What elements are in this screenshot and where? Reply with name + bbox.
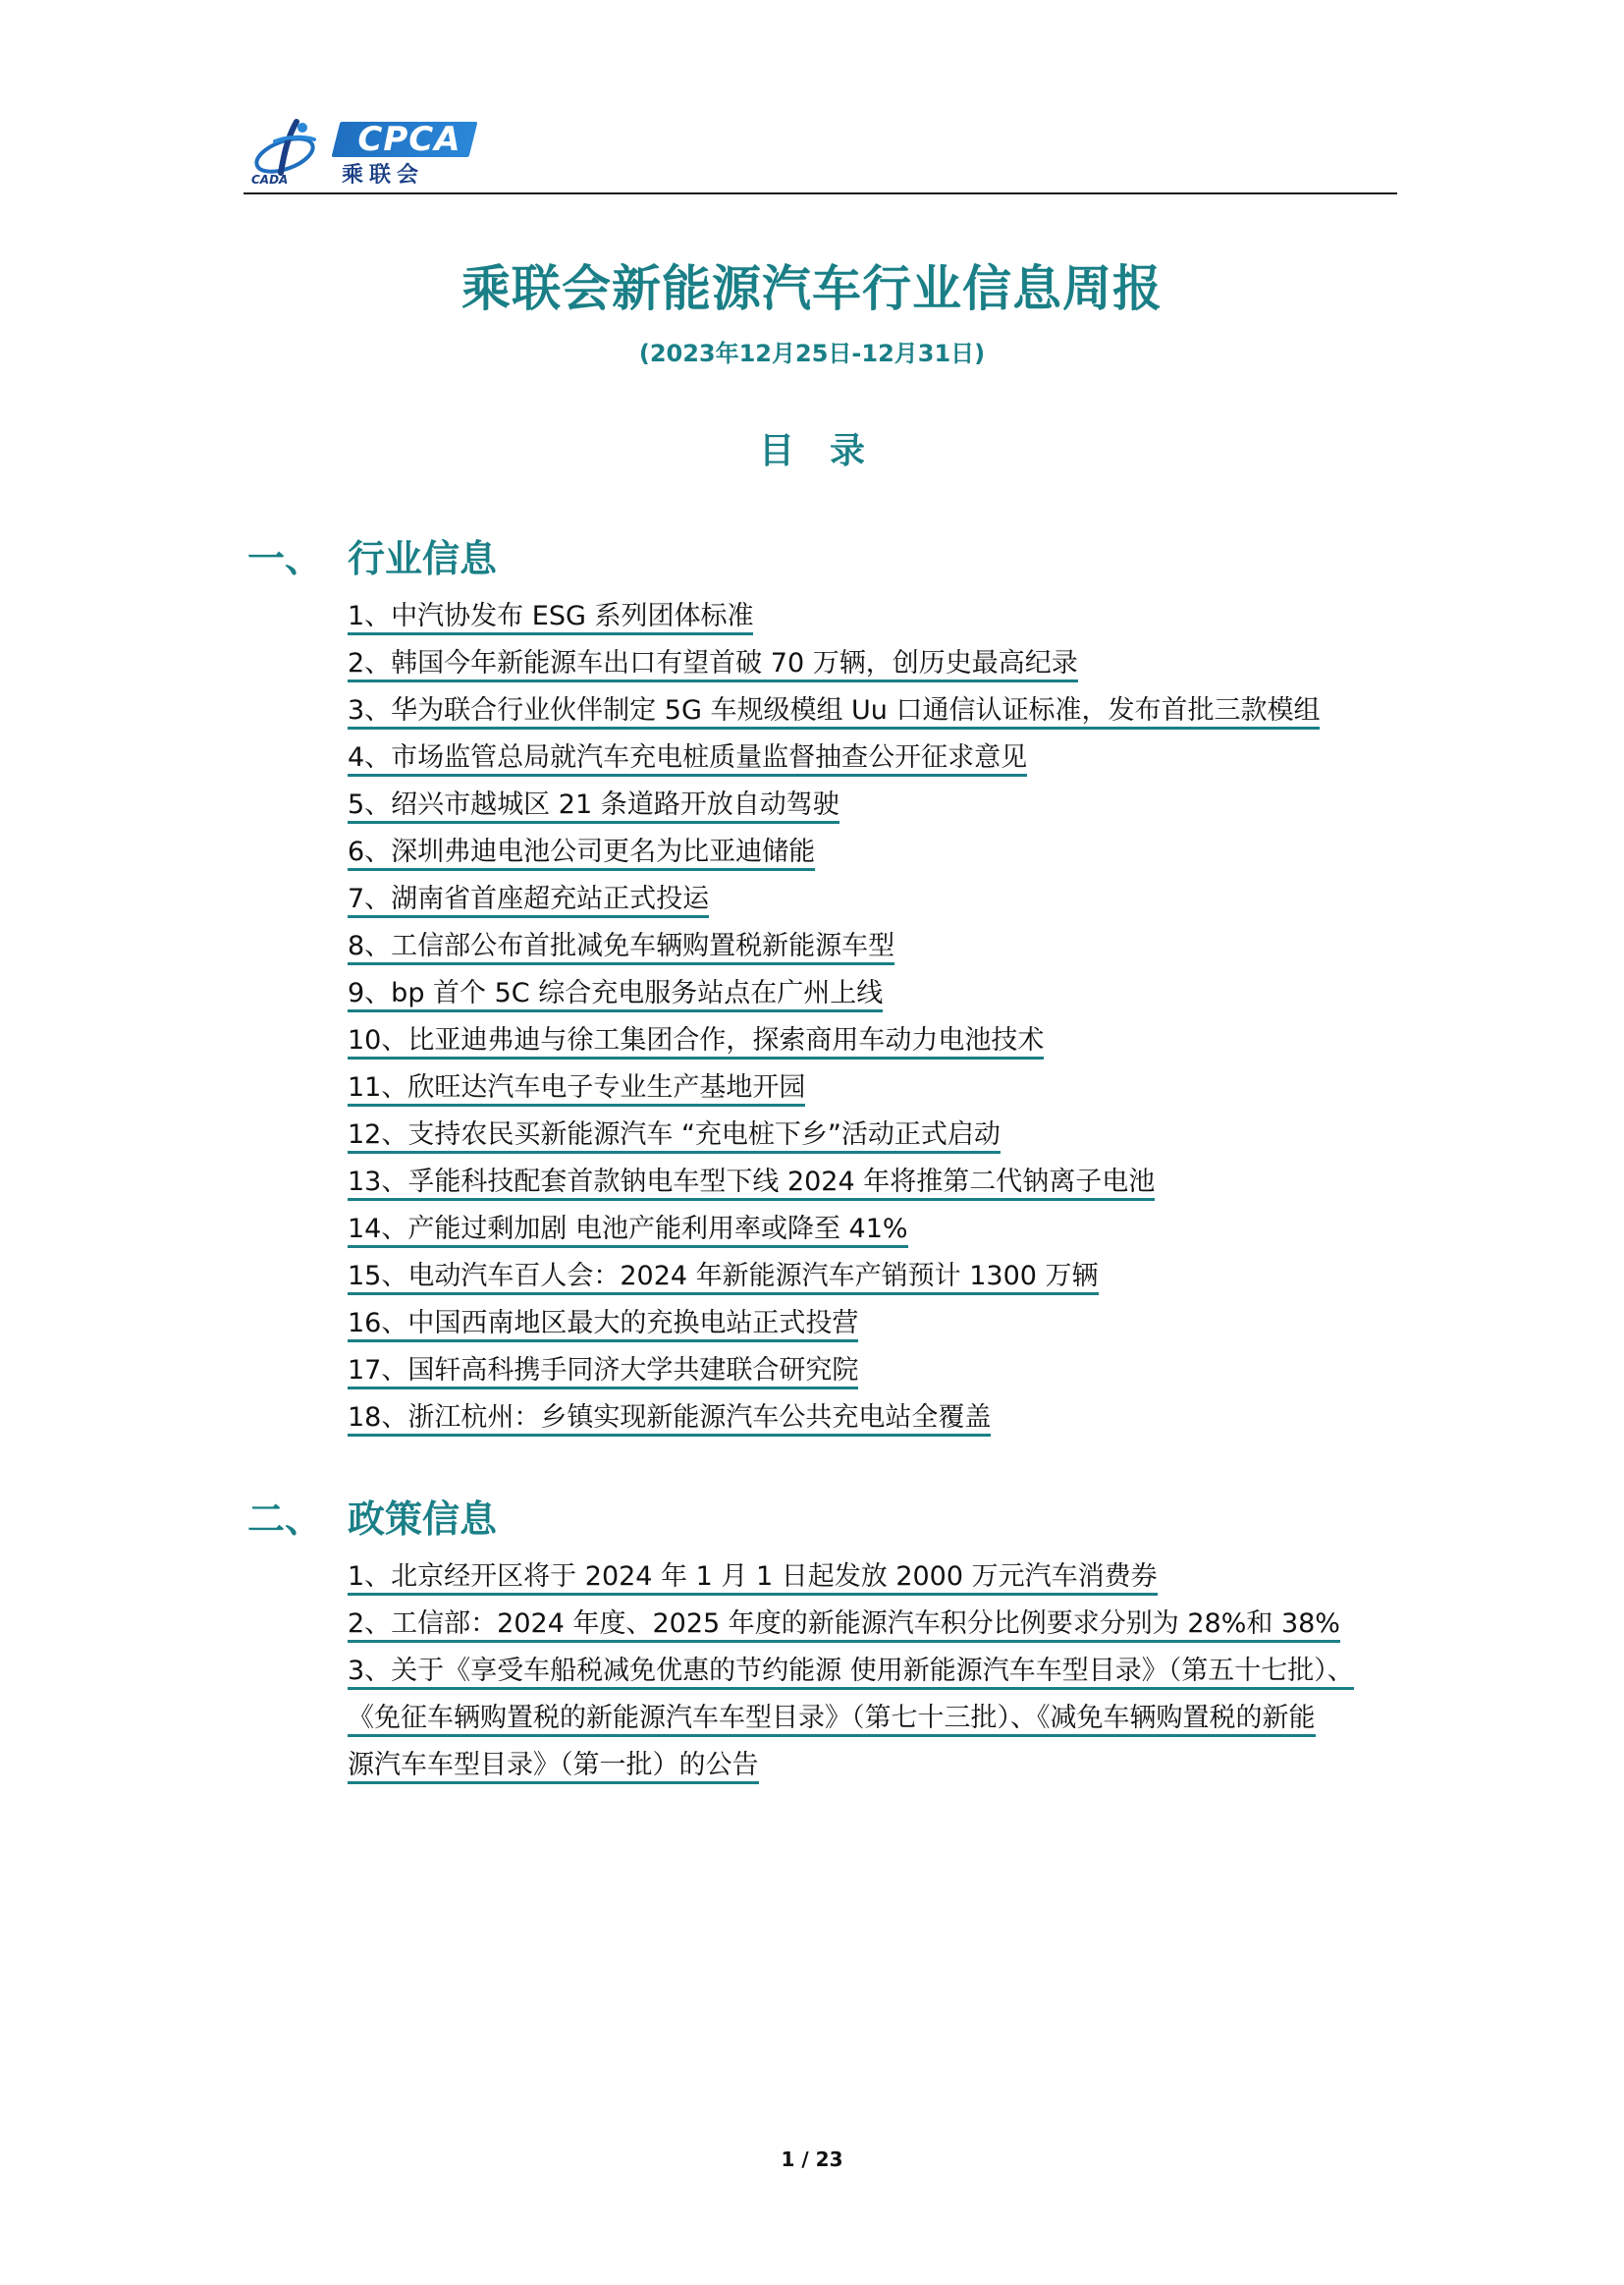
toc-link[interactable] [348,1601,1403,1648]
section-heading-industry [247,534,497,583]
toc-link-text[interactable]: 14、产能过剩加剧 电池产能利用率或降至 41% [348,1214,908,1248]
toc-link-text[interactable]: 11、欣旺达汽车电子专业生产基地开园 [348,1072,805,1107]
toc-link[interactable] [348,1017,1403,1064]
toc-link[interactable] [348,1648,1403,1789]
section-number: 二、 [247,1497,323,1541]
toc-link-text[interactable]: 6、深圳弗迪电池公司更名为比亚迪储能 [348,837,815,871]
toc-link-text[interactable]: 12、支持农民买新能源汽车 “充电桩下乡”活动正式启动 [348,1119,1001,1154]
toc-link[interactable] [348,782,1403,829]
toc-link-text[interactable]: 15、电动汽车百人会：2024 年新能源汽车产销预计 1300 万辆 [348,1261,1099,1295]
toc-link[interactable] [348,1253,1403,1300]
toc-link[interactable] [348,970,1403,1017]
toc-link[interactable] [348,1112,1403,1159]
toc-link[interactable] [348,1206,1403,1253]
toc-link[interactable] [348,1064,1403,1112]
toc-link-text[interactable]: 8、工信部公布首批减免车辆购置税新能源车型 [348,931,894,965]
toc-link-text[interactable]: 17、国轩高科携手同济大学共建联合研究院 [348,1355,858,1389]
logo-sub-brand: CADA [251,173,289,187]
toc-link-text[interactable]: 2、工信部：2024 年度、2025 年度的新能源汽车积分比例要求分别为 28%和 38% [348,1608,1340,1643]
toc-link[interactable] [348,923,1403,970]
section-label: 行业信息 [348,537,498,580]
toc-link-text[interactable]: 16、中国西南地区最大的充换电站正式投营 [348,1308,858,1342]
section-heading-policy [247,1495,497,1544]
toc-link-text[interactable]: 2、韩国今年新能源车出口有望首破 70 万辆，创历史最高纪录 [348,648,1078,682]
toc-link-text-line[interactable]: 3、关于《享受车船税减免优惠的节约能源 使用新能源汽车车型目录》（第五十七批）、 [348,1656,1354,1690]
toc-list-policy [348,1553,1403,1789]
toc-link-text[interactable]: 1、北京经开区将于 2024 年 1 月 1 日起发放 2000 万元汽车消费券 [348,1561,1158,1596]
toc-heading: 目录 [758,431,900,471]
page-number: 1 / 23 [781,2148,843,2171]
toc-link[interactable] [348,1347,1403,1394]
toc-link[interactable] [348,734,1403,782]
toc-link-text[interactable]: 13、孚能科技配套首款钠电车型下线 2024 年将推第二代钠离子电池 [348,1167,1155,1201]
logo-brand-text: CPCA [357,120,461,159]
toc-link[interactable] [348,876,1403,923]
document-title: 乘联会新能源汽车行业信息周报 [461,260,1163,317]
toc-link[interactable] [348,1553,1403,1601]
toc-link[interactable] [348,1394,1403,1442]
toc-link-text[interactable]: 10、比亚迪弗迪与徐工集团合作，探索商用车动力电池技术 [348,1025,1044,1060]
toc-link-text-line[interactable]: 《免征车辆购置税的新能源汽车车型目录》（第七十三批）、《减免车辆购置税的新能 [348,1703,1316,1737]
section-label: 政策信息 [348,1497,498,1541]
toc-link-text-line[interactable]: 源汽车车型目录》（第一批）的公告 [348,1750,759,1784]
header-divider [244,192,1397,194]
toc-link[interactable] [348,1159,1403,1206]
toc-link-text[interactable]: 7、湖南省首座超充站正式投运 [348,884,709,918]
toc-link[interactable] [348,687,1403,734]
toc-link[interactable] [348,829,1403,876]
toc-link[interactable] [348,593,1403,640]
toc-link[interactable] [348,640,1403,687]
toc-link-text[interactable]: 9、bp 首个 5C 综合充电服务站点在广州上线 [348,978,883,1012]
toc-link-text[interactable]: 4、市场监管总局就汽车充电桩质量监督抽查公开征求意见 [348,742,1027,777]
toc-link-text[interactable]: 3、华为联合行业伙伴制定 5G 车规级模组 Uu 口通信认证标准，发布首批三款模组 [348,695,1320,730]
toc-link-text[interactable]: 18、浙江杭州：乡镇实现新能源汽车公共充电站全覆盖 [348,1402,991,1437]
logo-cn-name: 乘联会 [342,163,425,188]
toc-list-industry [348,593,1403,1442]
toc-link-text[interactable]: 1、中汽协发布 ESG 系列团体标准 [348,601,753,635]
cpca-logo [245,116,481,192]
toc-link[interactable] [348,1300,1403,1347]
section-number: 一、 [247,537,323,580]
toc-link-text[interactable]: 5、绍兴市越城区 21 条道路开放自动驾驶 [348,789,839,824]
document-date-range: (2023年12月25日-12月31日) [638,340,986,367]
